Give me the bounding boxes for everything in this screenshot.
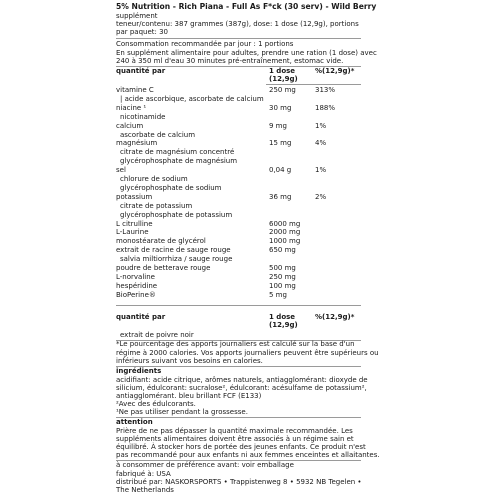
header-dose: 1 dose (269, 67, 296, 75)
nutrient-name: magnésium (116, 139, 158, 148)
table-row (116, 246, 361, 255)
table-row (116, 264, 361, 273)
nutrient-source: ascorbate de calcium (120, 130, 196, 139)
warning-line-4: pas recommandé pour aux enfants ni aux femmes enceintes et allaitantes. (116, 451, 380, 459)
nutrient-percent: 4% (315, 139, 327, 148)
table-row (116, 273, 361, 282)
nutrient-amount: 15 mg (269, 139, 292, 148)
ingredients-note-1: ²Avec des édulcorants. (116, 400, 196, 408)
warning-line-3: équilibré. À stocker hors de portée des jeunes enfants. Ce produit n'est (116, 443, 366, 451)
table-row (116, 291, 361, 300)
nutrient-name: L-Laurine (116, 228, 149, 237)
usage-line-2: En supplément alimentaire pour adultes, prendre une ration (1 dose) avec (116, 49, 377, 57)
nutrient-percent: 1% (315, 166, 327, 175)
nutrient-amount: 9 mg (269, 121, 287, 130)
table-row (116, 148, 361, 157)
nutrient-name: hespéridine (116, 281, 158, 290)
warning-line-2: suppléments alimentaires doivent être associés à un régime sain et (116, 435, 354, 443)
usage-line-1: Consommation recommandée par jour : 1 portions (116, 40, 294, 48)
table-row (116, 211, 361, 220)
table-row (116, 157, 361, 166)
nutrient-percent: 1% (315, 121, 327, 130)
nutrient-amount: 100 mg (269, 281, 296, 290)
table-row (116, 122, 361, 131)
nutrient-source: glycérophosphate de sodium (120, 183, 222, 192)
table-row (116, 220, 361, 229)
nutrient-source: glycérophosphate de potassium (120, 210, 233, 219)
servings-line: par paquet: 30 (116, 28, 168, 36)
nutrient-source: nicotinamide (120, 112, 166, 121)
nutrient-amount: 1000 mg (269, 237, 301, 246)
nutrient-amount: 5 mg (269, 290, 287, 299)
table-row (116, 131, 361, 140)
table-row (116, 95, 361, 104)
warning-line-1: Prière de ne pas dépasser la quantité maximale recommandée. Les (116, 427, 353, 435)
distributor: distribué par: NASKORSPORTS • Trappistenweg 8 • 5932 NB Tegelen • (116, 478, 362, 486)
header-dose-weight: (12,9g) (269, 321, 298, 329)
nutrient-amount: 2000 mg (269, 228, 301, 237)
country: The Netherlands (116, 486, 174, 494)
header-dose: 1 dose (269, 313, 296, 321)
nutrient-name: calcium (116, 121, 144, 130)
footnote-line-1: *Le pourcentage des apports journaliers est calculé sur la base d'un (116, 340, 355, 348)
nutrient-name: monostéarate de glycérol (116, 237, 206, 246)
table-row (116, 175, 361, 184)
nutrient-amount: 250 mg (269, 272, 296, 281)
nutrient-name: sel (116, 166, 126, 175)
table-row (116, 166, 361, 175)
table-row (116, 228, 361, 237)
made-in: fabriqué à: USA (116, 470, 171, 478)
ingredients-line-2: silicium, édulcorant: sucralose², édulcorant: acésulfame de potassium², (116, 384, 367, 392)
header-dose-weight: (12,9g) (269, 75, 298, 83)
nutrient-amount: 30 mg (269, 103, 292, 112)
ingredients-line-1: acidifiant: acide citrique, arômes naturels, antiagglomérant: dioxyde de (116, 376, 368, 384)
nutrient-source: citrate de potassium (120, 201, 193, 210)
nutrient-amount: 6000 mg (269, 219, 301, 228)
nutrient-name: potassium (116, 192, 153, 201)
nutrition-table2-header (116, 313, 361, 333)
table-row (116, 237, 361, 246)
nutrient-amount: 250 mg (269, 86, 296, 94)
nutrient-name: niacine ¹ (116, 103, 147, 112)
footnote-line-2: régime à 2000 calories. Vos apports journaliers peuvent être supérieurs ou (116, 349, 379, 357)
ingredients-heading: ingrédients (116, 367, 162, 375)
table-row (116, 184, 361, 193)
nutrient-name: poudre de betterave rouge (116, 264, 211, 272)
nutrient-percent: 2% (315, 192, 327, 201)
header-quantity: quantité par (116, 67, 166, 75)
table-row (116, 282, 361, 291)
divider (266, 84, 361, 85)
nutrient-source: glycérophosphate de magnésium (120, 157, 238, 166)
nutrient-percent: 188% (315, 103, 336, 112)
nutrient-source: | acide ascorbique, ascorbate de calcium (120, 94, 264, 103)
usage-line-3: 240 à 350 ml d'eau 30 minutes pré-entraînement, estomac vide. (116, 57, 344, 65)
nutrient-source: salvia miltiorrhiza / sauge rouge (120, 255, 233, 264)
nutrient-amount: 650 mg (269, 246, 296, 255)
table-row (116, 113, 361, 122)
nutrient-name: extrait de racine de sauge rouge (116, 246, 231, 255)
table-row (116, 104, 361, 113)
nutrient-name: L-norvaline (116, 272, 155, 281)
table-row (116, 193, 361, 202)
divider (116, 38, 361, 39)
nutrient-amount: 500 mg (269, 264, 296, 272)
table-row (116, 331, 361, 340)
divider (116, 305, 361, 306)
header-quantity: quantité par (116, 313, 166, 321)
table-row (116, 202, 361, 211)
table-row (116, 255, 361, 264)
table-row (116, 86, 361, 95)
header-percent: %(12,9g)* (315, 67, 355, 75)
nutrient-name: L citrulline (116, 219, 153, 228)
footnote-line-3: inférieurs suivant vos besoins en calories. (116, 357, 263, 365)
ingredients-note-2: ¹Ne pas utiliser pendant la grossesse. (116, 408, 248, 416)
nutrient-source: chlorure de sodium (120, 175, 188, 183)
nutrient-name: BioPerine® (116, 290, 156, 299)
header-percent: %(12,9g)* (315, 313, 355, 321)
best-before: à consommer de préférence avant: voir emballage (116, 461, 294, 469)
table-row (116, 139, 361, 148)
nutrient-name: vitamine C (116, 86, 154, 94)
nutrient-source: citrate de magnésium concentré (120, 148, 235, 157)
nutrient-amount: 36 mg (269, 192, 292, 201)
nutrient-percent: 313% (315, 86, 336, 94)
product-type: supplément (116, 12, 158, 20)
content-line: teneur/contenu: 387 grammes (387g), dose: 1 dose (12,9g), portions (116, 20, 359, 28)
nutrient-amount: 0,04 g (269, 166, 292, 175)
product-title: 5% Nutrition - Rich Piana - Full As F*ck (30 serv) - Wild Berry (116, 2, 377, 11)
warning-heading: attention (116, 418, 153, 426)
nutrient-name: extrait de poivre noir (120, 331, 194, 339)
ingredients-line-3: antiagglomérant. bleu brillant FCF (E133) (116, 392, 262, 400)
